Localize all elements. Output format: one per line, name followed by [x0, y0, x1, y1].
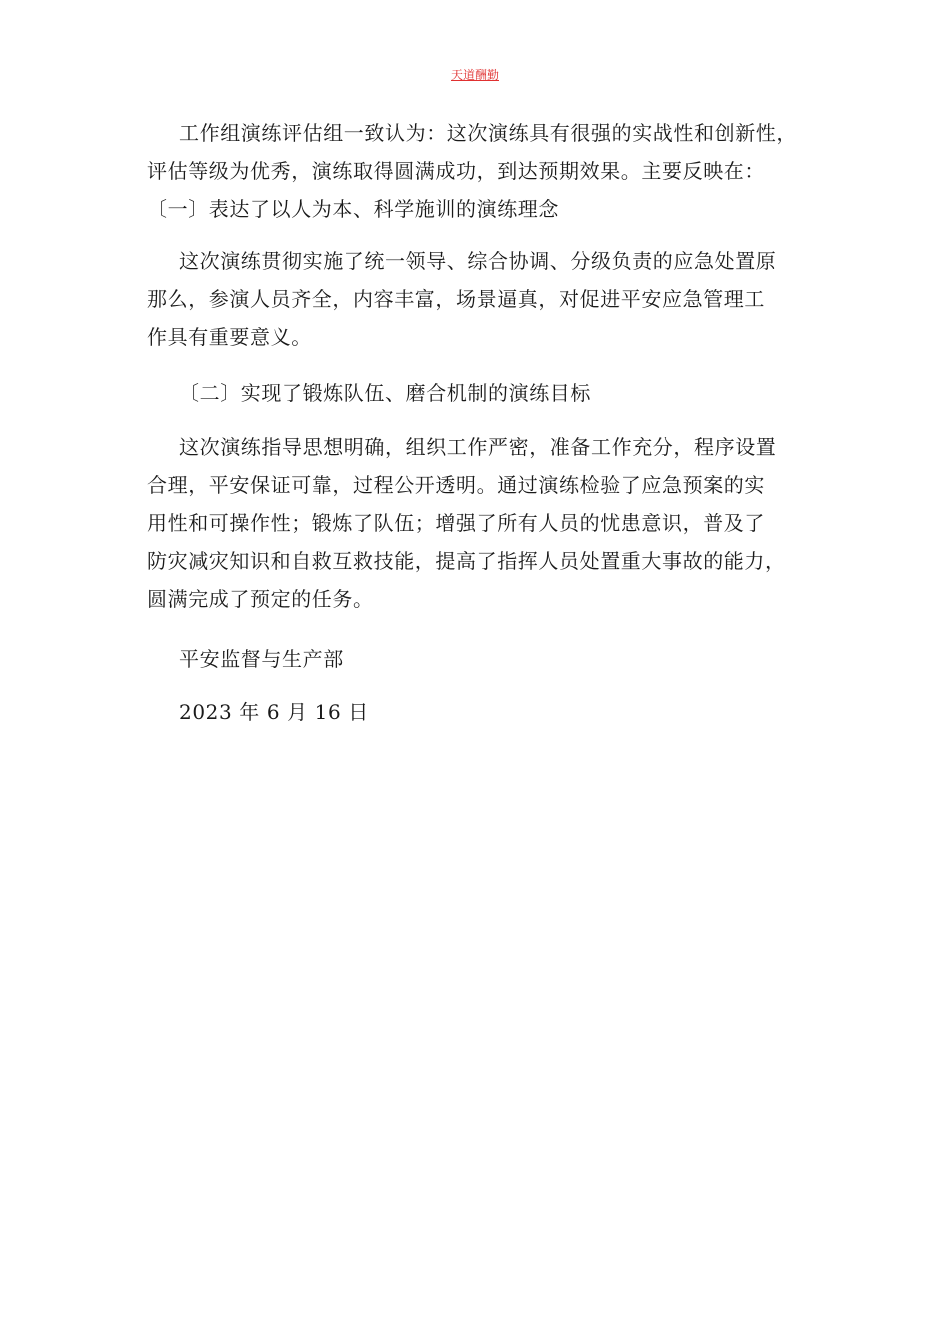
header-link[interactable]: 天道酬勤 [450, 68, 499, 82]
paragraph-line: 评估等级为优秀，演练取得圆满成功，到达预期效果。主要反映在： [147, 159, 765, 183]
paragraph-line: 作具有重要意义。 [147, 325, 312, 349]
paragraph-line: 合理，平安保证可靠，过程公开透明。通过演练检验了应急预案的实 [147, 473, 765, 497]
paragraph-section-2 [147, 428, 812, 618]
section-heading-1 [147, 190, 812, 228]
section-heading-text: 〔一〕表达了以人为本、科学施训的演练理念 [147, 197, 559, 221]
paragraph-line: 那么，参演人员齐全，内容丰富，场景逼真，对促进平安应急管理工 [147, 287, 765, 311]
section-heading-text: 〔二〕实现了锻炼队伍、磨合机制的演练目标 [179, 381, 591, 405]
document-date: 2023 年 6 月 16 日 [179, 700, 369, 724]
signature-department: 平安监督与生产部 [179, 647, 344, 671]
paragraph-line: 圆满完成了预定的任务。 [147, 587, 374, 611]
signature-block [147, 640, 812, 678]
paragraph-line: 工作组演练评估组一致认为：这次演练具有很强的实战性和创新性， [179, 121, 797, 145]
paragraph-line: 这次演练指导思想明确，组织工作严密，准备工作充分，程序设置 [179, 435, 777, 459]
paragraph-line: 这次演练贯彻实施了统一领导、综合协调、分级负责的应急处置原 [179, 249, 777, 273]
paragraph-evaluation-summary [147, 114, 812, 190]
section-heading-2 [147, 374, 812, 412]
paragraph-line: 防灾减灾知识和自救互救技能，提高了指挥人员处置重大事故的能力， [147, 549, 786, 573]
paragraph-section-1 [147, 242, 812, 356]
date-block [147, 693, 812, 731]
paragraph-line: 用性和可操作性；锻炼了队伍；增强了所有人员的忧患意识，普及了 [147, 511, 765, 535]
